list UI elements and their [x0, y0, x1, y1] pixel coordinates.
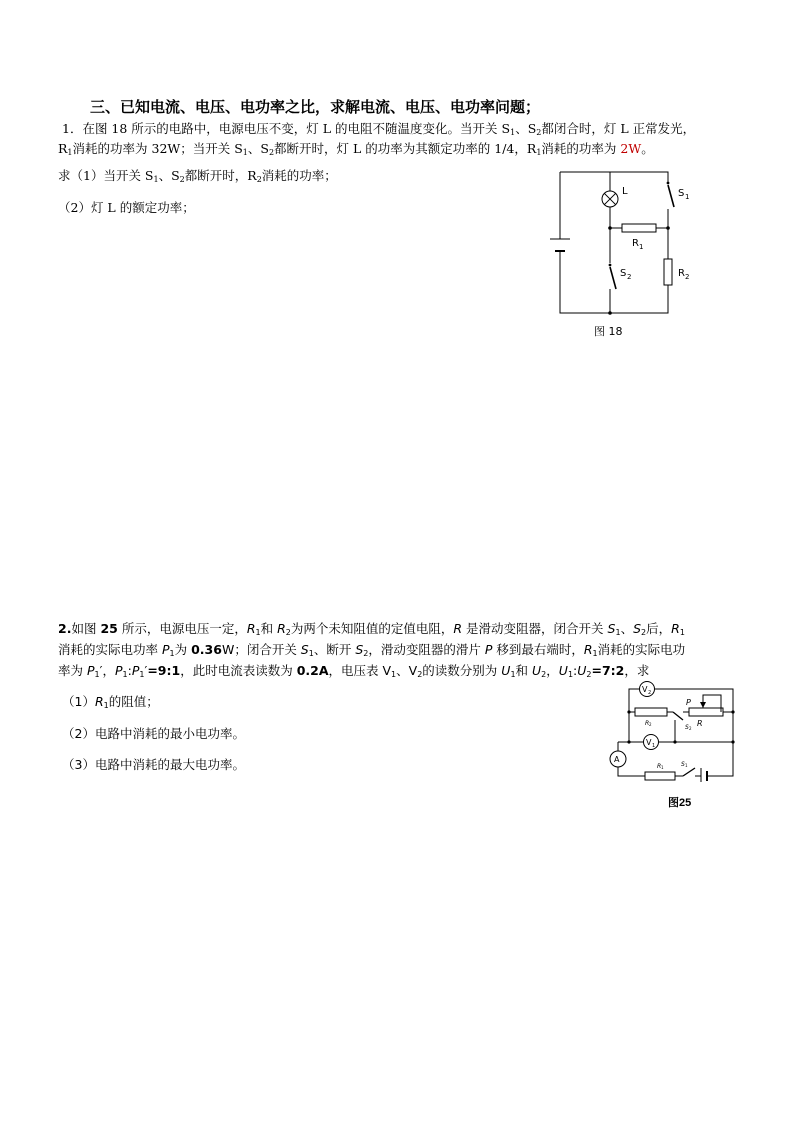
- var: R: [246, 621, 256, 636]
- switch-s2-icon: [673, 712, 683, 720]
- text: 是滑动变阻器，闭合开关: [462, 621, 608, 636]
- resistor-r1-icon: [645, 772, 675, 780]
- slider-arrow-icon: [700, 702, 706, 708]
- sub: 1: [67, 148, 73, 157]
- var: R: [453, 621, 463, 636]
- sub: 1: [122, 670, 128, 679]
- sub: 2: [179, 175, 185, 184]
- text: 、S: [515, 121, 537, 136]
- r2-label: R: [678, 268, 685, 279]
- a-label: A: [614, 755, 620, 764]
- s1-label: S: [678, 188, 685, 199]
- sub: 1: [567, 670, 574, 679]
- var: S: [633, 621, 642, 636]
- text: 消耗的实际电功率: [58, 642, 162, 657]
- text: ′: [99, 663, 103, 678]
- text: 消耗的功率；: [261, 168, 337, 183]
- s2-sub: 2: [689, 726, 692, 731]
- text: 0.2A: [296, 663, 329, 678]
- text: ，此时电流表读数为: [180, 663, 297, 678]
- junction-dot: [627, 710, 630, 713]
- section-heading: 三、已知电流、电压、电功率之比，求解电流、电压、电功率问题；: [90, 98, 541, 116]
- text: 都闭合时，灯 L 正常发光，: [541, 121, 696, 136]
- sub: 2: [541, 670, 547, 679]
- switch-s2-icon: [610, 267, 616, 289]
- var: P: [114, 663, 123, 678]
- s1-label: S: [681, 761, 685, 768]
- sub: 1: [391, 670, 397, 679]
- junction-dot: [627, 740, 630, 743]
- switch-s1-icon: [683, 768, 695, 776]
- var: S: [607, 621, 616, 636]
- junction-dot: [608, 311, 612, 315]
- text: 率为: [58, 663, 87, 678]
- problem1-line2: [58, 140, 654, 162]
- rheostat-slider-wire: [703, 695, 721, 712]
- s1-sub: 1: [685, 193, 690, 201]
- rheostat-r-icon: [689, 708, 723, 716]
- var: P: [484, 642, 493, 657]
- sub: 1: [169, 649, 175, 658]
- sub: 2: [285, 628, 291, 637]
- junction-dot: [608, 226, 612, 230]
- text: ′: [144, 663, 148, 678]
- s2-sub: 2: [627, 273, 632, 281]
- sub: 1: [510, 670, 516, 679]
- text: 和: [260, 621, 278, 636]
- text: 、: [620, 621, 634, 636]
- text: 为两个未知阻值的定值电阻，: [290, 621, 454, 636]
- sub: 1: [536, 148, 542, 157]
- problem2-question2: （2）电路中消耗的最小电功率。: [62, 726, 245, 741]
- sub: 1: [139, 670, 145, 679]
- sub: 1: [592, 649, 598, 658]
- text: 、断开: [313, 642, 356, 657]
- text: 都断开时，灯 L 的功率为其额定功率的 1/4，R: [274, 141, 537, 156]
- text: 的阻值；: [108, 694, 159, 709]
- text: 都断开时，R: [184, 168, 257, 183]
- junction-dot: [667, 182, 670, 185]
- sub: 2: [536, 128, 542, 137]
- junction-dot: [673, 740, 676, 743]
- sub: 2: [641, 628, 647, 637]
- text: ，求: [624, 663, 650, 678]
- text: ，电压表 V: [328, 663, 392, 678]
- var: S: [355, 642, 364, 657]
- var: R: [94, 694, 104, 709]
- problem1-question2: （2）灯 L 的额定功率；: [58, 200, 195, 215]
- sub: 2: [363, 649, 369, 658]
- figure-18-caption: 图 18: [594, 325, 623, 338]
- r1-label: R: [632, 238, 639, 249]
- resistor-r2-icon: [664, 259, 672, 285]
- text: 消耗的功率为 32W；当开关 S: [72, 141, 243, 156]
- text: 所示，电源电压一定，: [117, 621, 247, 636]
- sub: 1: [153, 175, 159, 184]
- var: R: [277, 621, 286, 636]
- text: 的读数分别为: [422, 663, 502, 678]
- text: （1）: [62, 694, 95, 709]
- v2-label: V: [642, 685, 648, 694]
- junction-dot: [666, 226, 670, 230]
- switch-s1-icon: [668, 185, 674, 207]
- r1-sub: 1: [661, 765, 664, 770]
- sub: 2: [256, 175, 262, 184]
- red-value: 2W: [620, 141, 642, 156]
- text: :: [573, 663, 578, 678]
- text: W；闭合开关: [221, 642, 301, 657]
- sub: 2: [417, 670, 423, 679]
- r-label: R: [697, 719, 703, 728]
- r1-sub: 1: [639, 243, 644, 251]
- text: 、V: [396, 663, 418, 678]
- resistor-r2-icon: [635, 708, 667, 716]
- wire: [618, 712, 629, 742]
- junction-dot: [609, 264, 612, 267]
- var: R: [583, 642, 593, 657]
- var: U: [501, 663, 511, 678]
- var: R: [671, 621, 680, 636]
- problem-number: 1: [62, 121, 70, 136]
- var: P: [131, 663, 140, 678]
- text: 消耗的功率为: [541, 141, 621, 156]
- text: 消耗的实际电功: [597, 642, 686, 657]
- lamp-label: L: [622, 186, 628, 197]
- problem2-line1: [58, 620, 685, 642]
- v2-sub: 2: [648, 690, 652, 696]
- var: P: [161, 642, 170, 657]
- var: U: [577, 663, 587, 678]
- sub: 2: [268, 148, 275, 157]
- text: 。: [641, 141, 654, 156]
- v1-label: V: [646, 738, 652, 747]
- sub: 1: [510, 128, 516, 137]
- text: 和: [515, 663, 533, 678]
- text: ．在图 18 所示的电路中，电源电压不变，灯 L 的电阻不随温度变化。当开关 S: [69, 121, 511, 136]
- text: :: [127, 663, 132, 678]
- text: ，: [546, 663, 559, 678]
- text: 、S: [158, 168, 180, 183]
- problem1-question1: [58, 167, 337, 189]
- problem2-question3: （3）电路中消耗的最大电功率。: [62, 757, 245, 772]
- p-label: P: [686, 698, 691, 707]
- figure-25-caption: 图25: [668, 797, 692, 809]
- sub: 1: [103, 701, 109, 710]
- r2-sub: 2: [649, 722, 652, 727]
- sub: 1: [308, 649, 314, 658]
- var: P: [86, 663, 95, 678]
- text: ，: [102, 663, 115, 678]
- wire: [560, 172, 668, 183]
- resistor-r1-icon: [622, 224, 656, 232]
- sub: 1: [679, 628, 685, 637]
- text: R: [58, 141, 68, 156]
- sub: 1: [255, 628, 261, 637]
- wire: [618, 767, 645, 776]
- v1-sub: 1: [652, 743, 656, 749]
- wire: [629, 689, 639, 712]
- junction-dot: [731, 740, 734, 743]
- var: U: [558, 663, 568, 678]
- r1-label: R: [657, 763, 662, 770]
- sub: 2: [586, 670, 592, 679]
- problem1-line1: [62, 120, 695, 142]
- r2-sub: 2: [685, 273, 690, 281]
- sub: 1: [242, 148, 248, 157]
- text: ，滑动变阻器的滑片: [368, 642, 485, 657]
- junction-dot: [731, 710, 734, 713]
- text: 求（1）当开关 S: [58, 168, 154, 183]
- problem2-line3: [58, 662, 649, 684]
- text: 如图: [71, 621, 101, 636]
- s2-label: S: [620, 268, 627, 279]
- problem2-question1: [62, 693, 159, 715]
- text: 、S: [247, 141, 269, 156]
- var: S: [300, 642, 309, 657]
- text: 0.36: [191, 642, 222, 657]
- sub: 1: [615, 628, 621, 637]
- circuit-figure-25: [605, 680, 740, 782]
- var: U: [532, 663, 542, 678]
- problem2-line2: [58, 641, 685, 663]
- circuit-figure-18: [540, 165, 700, 340]
- text: 移到最右端时，: [492, 642, 584, 657]
- text: =7:2: [591, 663, 625, 678]
- r2-label: R: [645, 720, 650, 727]
- text: =9:1: [147, 663, 181, 678]
- sub: 1: [94, 670, 100, 679]
- text: 2.: [58, 621, 72, 636]
- text: 后，: [646, 621, 672, 636]
- s1-sub: 1: [685, 763, 688, 768]
- text: 为: [174, 642, 192, 657]
- text: 25: [100, 621, 118, 636]
- s2-label: S: [685, 724, 689, 731]
